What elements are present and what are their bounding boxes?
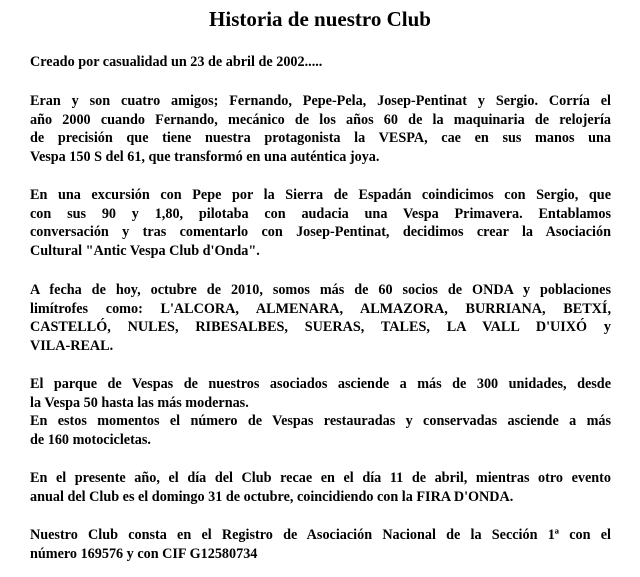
paragraph-line: CASTELLÓ, NULES, RIBESALBES, SUERAS, TALES, LA VALL D'UIXÓ y bbox=[30, 319, 611, 335]
paragraph-line: VILA-REAL. bbox=[30, 337, 114, 354]
paragraph-line: anual del Club es el domingo 31 de octubre, coincidiendo con la FIRA D'ONDA. bbox=[30, 488, 514, 505]
paragraph-line: Nuestro Club consta en el Registro de Asociación Nacional de la Sección 1ª con el bbox=[30, 527, 611, 543]
paragraph-line: El parque de Vespas de nuestros asociados asciende a más de 300 unidades, desde bbox=[30, 376, 611, 392]
paragraph-line: En una excursión con Pepe por la Sierra de Espadán coindicimos con Sergio, que bbox=[30, 187, 611, 203]
paragraph-line: número 169576 y con CIF G12580734 bbox=[30, 545, 258, 562]
paragraph-line: Vespa 150 S del 61, que transformó en una auténtica joya. bbox=[30, 148, 380, 165]
intro-paragraph: Creado por casualidad un 23 de abril de 2002..... bbox=[30, 54, 323, 70]
paragraph-line: de 160 motocicletas. bbox=[30, 431, 151, 448]
friends-paragraph bbox=[30, 92, 611, 166]
paragraph-line: conversación y tras comentarlo con Josep-Pentinat, decidimos crear la Asociación bbox=[30, 224, 611, 240]
paragraph-line: En el presente año, el día del Club recae en el día 11 de abril, mientras otro evento bbox=[30, 470, 611, 486]
registry-paragraph bbox=[30, 526, 611, 563]
club-day-paragraph bbox=[30, 469, 611, 506]
paragraph-line: Eran y son cuatro amigos; Fernando, Pepe-Pela, Josep-Pentinat y Sergio. Corría el bbox=[30, 93, 611, 109]
vespas-paragraph bbox=[30, 375, 611, 449]
document-title: Historia de nuestro Club bbox=[209, 7, 431, 31]
paragraph-line: con sus 90 y 1,80, pilotaba con audacia una Vespa Primavera. Entablamos bbox=[30, 205, 611, 222]
excursion-paragraph bbox=[30, 186, 611, 260]
paragraph-line: En estos momentos el número de Vespas restauradas y conservadas asciende a más bbox=[30, 413, 611, 429]
members-paragraph bbox=[30, 281, 611, 355]
paragraph-line: Cultural "Antic Vespa Club d'Onda". bbox=[30, 242, 260, 259]
paragraph-line: A fecha de hoy, octubre de 2010, somos más de 60 socios de ONDA y poblaciones bbox=[30, 282, 611, 298]
paragraph-line: limítrofes como: L'ALCORA, ALMENARA, ALMAZORA, BURRIANA, BETXÍ, bbox=[30, 300, 611, 317]
paragraph-line: año 2000 cuando Fernando, mecánico de los años 60 de la maquinaria de relojería bbox=[30, 111, 611, 128]
paragraph-line: de precisión que tiene nuestra protagonista la VESPA, cae en sus manos una bbox=[30, 130, 611, 146]
paragraph-line: la Vespa 50 hasta las más modernas. bbox=[30, 394, 249, 411]
